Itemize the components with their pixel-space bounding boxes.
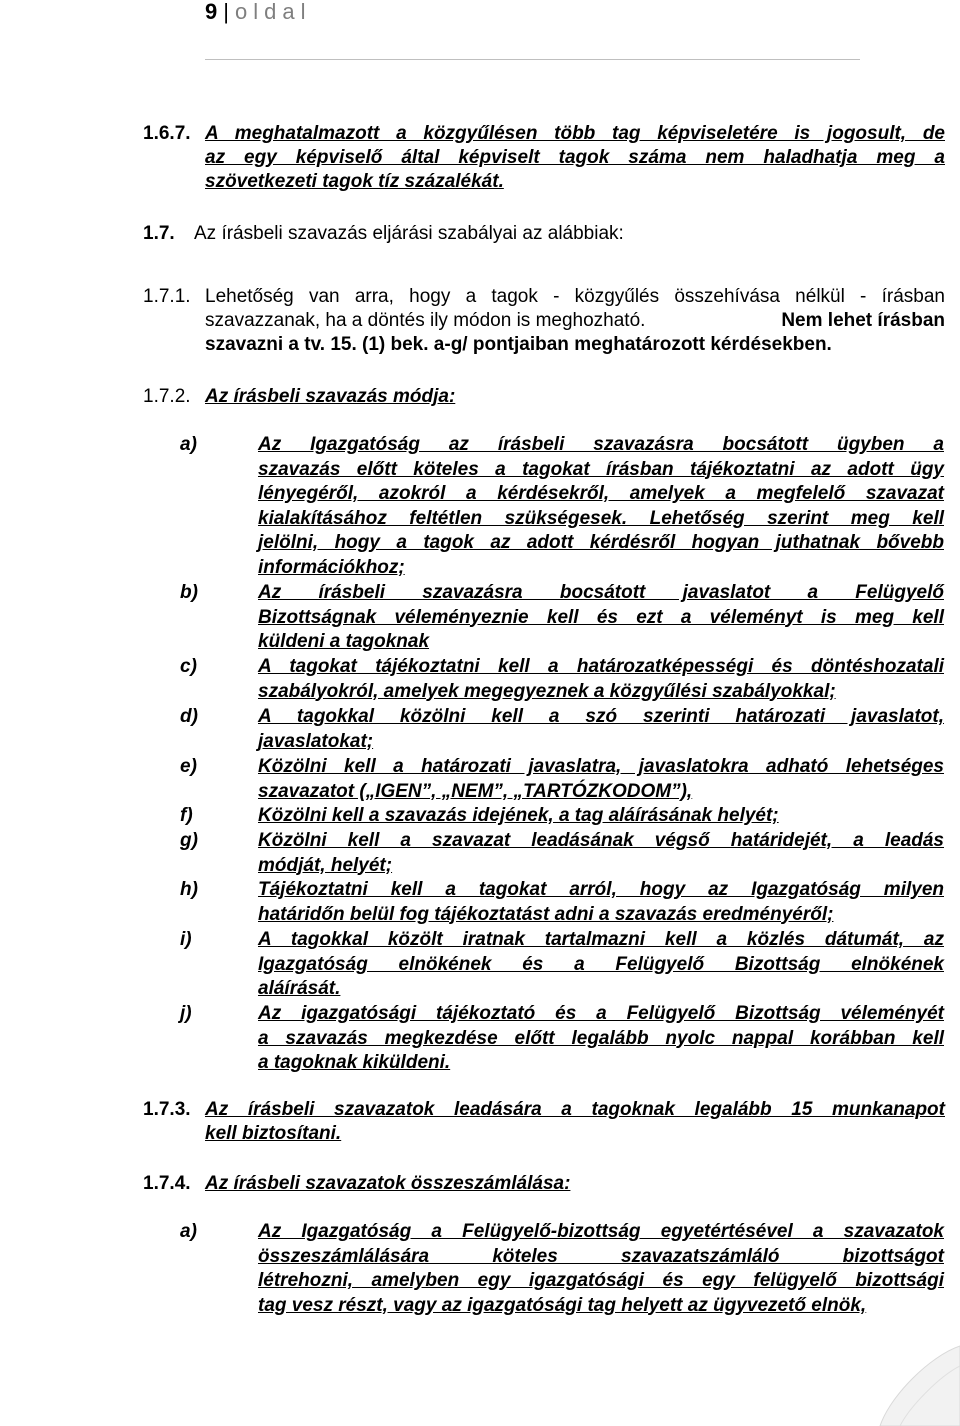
list-item-line: kialakításához feltétlen szükségesek. Lehetőség szerint meg kell bbox=[258, 507, 944, 529]
section-1-7-title: Az írásbeli szavazás eljárási szabályai az alábbiak: bbox=[194, 223, 624, 244]
list-item-line: jelölni, hogy a tagok az adott kérdésről hogyan juthatnak bővebb bbox=[258, 532, 944, 553]
list-item-line: A tagokkal közölt iratnak tartalmazni kell a közlés dátumát, az bbox=[258, 929, 944, 950]
page-number: 9 bbox=[205, 0, 218, 24]
section-number-1-7-2: 1.7.2. bbox=[143, 386, 191, 407]
list-item-line: Közölni kell a szavazás idejének, a tag aláírásának helyét; bbox=[258, 805, 779, 826]
list-letter: b) bbox=[180, 582, 198, 603]
list-item bbox=[258, 928, 944, 1002]
list-item-line: határidőn belül fog tájékoztatást adni a szavazás eredményéről; bbox=[258, 903, 834, 925]
list-item-line: A tagokat tájékoztatni kell a határozatképességi és döntéshozatali bbox=[258, 656, 944, 677]
section-1-7-1-text bbox=[205, 285, 945, 357]
page-corner-decoration bbox=[870, 1336, 960, 1426]
list-item-line: Bizottságnak véleményeznie kell és ezt a véleményt is meg kell bbox=[258, 606, 944, 628]
list-item-line: összeszámlálására köteles szavazatszámláló bizottságot bbox=[258, 1245, 944, 1267]
section-number-1-7-1: 1.7.1. bbox=[143, 286, 191, 307]
list-item-line: Az írásbeli szavazásra bocsátott javaslatot a Felügyelő bbox=[258, 582, 944, 603]
list-letter: j) bbox=[180, 1003, 192, 1024]
list-item bbox=[258, 878, 944, 927]
list-letter: d) bbox=[180, 706, 198, 727]
list-letter: i) bbox=[180, 929, 192, 950]
section-number-1-7-3: 1.7.3. bbox=[143, 1099, 191, 1120]
list-item-line: információkhoz; bbox=[258, 556, 405, 578]
list-item-line: javaslatokat; bbox=[258, 730, 374, 752]
list-letter: c) bbox=[180, 656, 197, 677]
list-item bbox=[258, 829, 944, 878]
text-line-bold: szavazni a tv. 15. (1) bek. a-g/ pontjaiban meghatározott kérdésekben. bbox=[205, 334, 832, 355]
list-item-line: lényegéről, azokról a kérdésekről, amelyek a megfelelő szavazat bbox=[258, 483, 944, 504]
list-item bbox=[258, 433, 944, 580]
list-item bbox=[258, 581, 944, 655]
list-item-line: Az igazgatósági tájékoztató és a Felügyelő Bizottság véleményét bbox=[258, 1003, 944, 1024]
list-item bbox=[258, 705, 944, 754]
list-item bbox=[258, 755, 944, 804]
section-number-1-7: 1.7. bbox=[143, 223, 175, 244]
list-item-line: Közölni kell a határozati javaslatra, javaslatokra adható lehetséges bbox=[258, 756, 944, 777]
list-item-line: tag vesz részt, vagy az igazgatósági tag helyett az ügyvezető elnök, bbox=[258, 1294, 867, 1316]
text-line: Az írásbeli szavazatok leadására a tagoknak legalább 15 munkanapot bbox=[205, 1099, 945, 1120]
list-letter: a) bbox=[180, 1221, 197, 1242]
text-normal: szavazzanak, ha a döntés ily módon is meghozható. bbox=[205, 310, 646, 331]
page-word: oldal bbox=[234, 0, 312, 24]
list-item-line: A tagokkal közölni kell a szó szerinti határozati javaslatot, bbox=[258, 706, 944, 727]
section-1-7-3-text bbox=[205, 1098, 945, 1146]
page-indicator bbox=[205, 0, 311, 24]
list-item-line: szavazás előtt köteles a tagokat írásban tájékoztatni az adott ügy bbox=[258, 458, 944, 480]
text-line: kell biztosítani. bbox=[205, 1123, 342, 1144]
list-item-line: a tagoknak kiküldeni. bbox=[258, 1052, 451, 1073]
section-1-7-4-title: Az írásbeli szavazatok összeszámlálása: bbox=[205, 1173, 571, 1194]
header-separator: | bbox=[223, 0, 229, 24]
list-item-line: Az Igazgatóság az írásbeli szavazásra bocsátott ügyben a bbox=[258, 434, 944, 455]
list-letter: f) bbox=[180, 805, 193, 826]
list-item-line: Az Igazgatóság a Felügyelő-bizottság egyetértésével a szavazatok bbox=[258, 1221, 944, 1242]
list-letter: g) bbox=[180, 830, 198, 851]
text-line: szövetkezeti tagok tíz százalékát. bbox=[205, 171, 504, 192]
list-item-line: módját, helyét; bbox=[258, 854, 393, 876]
list-letter: h) bbox=[180, 879, 198, 900]
list-item-line: szavazatot („IGEN”, „NEM”, „TARTÓZKODOM”), bbox=[258, 780, 693, 802]
list-item bbox=[258, 1220, 944, 1318]
text-line: A meghatalmazott a közgyűlésen több tag képviseletére is jogosult, de bbox=[205, 123, 945, 144]
section-1-7-2-title: Az írásbeli szavazás módja: bbox=[205, 386, 456, 407]
list-item bbox=[258, 804, 944, 829]
list-item-line: Közölni kell a szavazat leadásának végső határidejét, a leadás bbox=[258, 830, 944, 851]
text-line bbox=[205, 309, 945, 333]
text-bold: Nem lehet írásban bbox=[781, 310, 945, 331]
list-letter: e) bbox=[180, 756, 197, 777]
list-letter: a) bbox=[180, 434, 197, 455]
list-item-line: szabályokról, amelyek megegyeznek a közgyűlési szabályokkal; bbox=[258, 680, 836, 702]
list-item-line: Tájékoztatni kell a tagokat arról, hogy az Igazgatóság milyen bbox=[258, 879, 944, 900]
page-header bbox=[205, 0, 860, 60]
list-item bbox=[258, 1002, 944, 1076]
list-item-line: aláírását. bbox=[258, 978, 341, 999]
section-number-1-6-7: 1.6.7. bbox=[143, 123, 191, 144]
list-item-line: küldeni a tagoknak bbox=[258, 631, 430, 652]
text-line: az egy képviselő által képviselt tagok száma nem haladhatja meg a bbox=[205, 147, 945, 168]
list-item-line: létrehozni, amelyben egy igazgatósági és egy felügyelő bizottsági bbox=[258, 1270, 944, 1291]
text-line: Lehetőség van arra, hogy a tagok - közgyűlés összehívása nélkül - írásban bbox=[205, 286, 945, 307]
list-item bbox=[258, 655, 944, 704]
section-1-6-7-text bbox=[205, 122, 945, 194]
list-item-line: a szavazás megkezdése előtt legalább nyolc nappal korábban kell bbox=[258, 1027, 944, 1049]
list-item-line: Igazgatóság elnökének és a Felügyelő Bizottság elnökének bbox=[258, 953, 944, 975]
section-number-1-7-4: 1.7.4. bbox=[143, 1173, 191, 1194]
